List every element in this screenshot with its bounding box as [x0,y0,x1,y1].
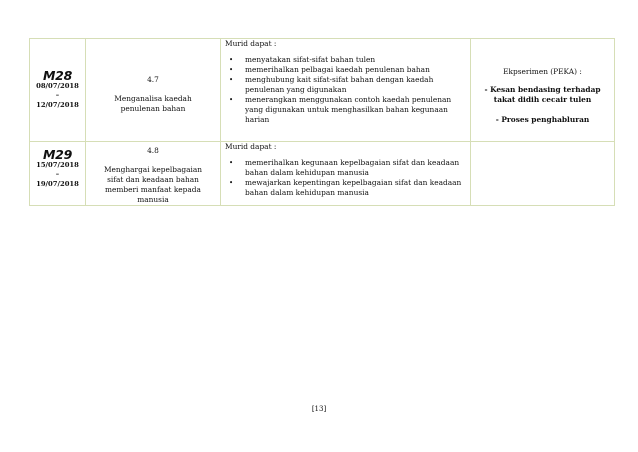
table-row [30,39,615,142]
standard-text: Menghargai kepelbagaian sifat dan keadaan bahan memberi manfaat kepada manusia [103,165,203,204]
date-end: 19/07/2018 [36,180,79,188]
lesson-plan-table [29,38,615,206]
list-item: • memerihalkan pelbagai kaedah penulenan bahan [229,65,430,74]
activity-item: - Proses penghabluran [495,115,590,124]
date-start: 08/07/2018 [36,82,79,90]
page-number: [13] [311,405,327,413]
bullet-icon: • [229,159,234,167]
bullet-icon: • [229,96,234,104]
week-label: M29 [43,147,72,162]
list-item: • memerihalkan kegunaan kepelbagaian sifat dan keadaan bahan dalam kehidupan manusia [229,158,460,177]
list-item: • menghubung kait sifat-sifat bahan dengan kaedah penulenan yang digunakan [229,75,434,94]
objectives-heading: Murid dapat : [225,39,277,48]
standard-cell [86,39,221,142]
date-end: 12/07/2018 [36,101,79,109]
week-label: M28 [43,68,72,83]
bullet-icon: • [229,66,234,74]
objectives-cell [221,39,471,142]
date-separator: – [55,91,60,99]
list-item: • menyatakan sifat-sifat bahan tulen [229,55,376,64]
bullet-icon: • [229,76,234,84]
objectives-cell [221,142,471,206]
standard-code: 4.8 [147,146,159,155]
table-row [30,142,615,206]
activity-cell [471,39,615,142]
objectives-heading: Murid dapat : [225,142,277,151]
list-item: • menerangkan menggunakan contoh kaedah penulenan yang digunakan untuk menghasilkan bahan kegunaan harian [229,95,452,124]
activity-cell [471,142,615,206]
standard-code: 4.7 [147,75,159,84]
standard-cell [86,142,221,206]
objectives-list [221,55,470,125]
standard-text: Menganalisa kaedah penulenan bahan [114,94,192,113]
week-cell [30,39,86,142]
bullet-icon: • [229,179,234,187]
activity-heading: Ekpserimen (PEKA) : [503,67,582,76]
date-start: 15/07/2018 [36,161,79,169]
bullet-icon: • [229,56,234,64]
week-cell [30,142,86,206]
list-item: • mewajarkan kepentingan kepelbagaian sifat dan keadaan bahan dalam kehidupan manusia [229,178,462,197]
objectives-list [221,158,470,198]
date-separator: – [55,170,60,178]
activity-item: - Kesan bendasing terhadap takat didih cecair tulen [484,85,601,104]
